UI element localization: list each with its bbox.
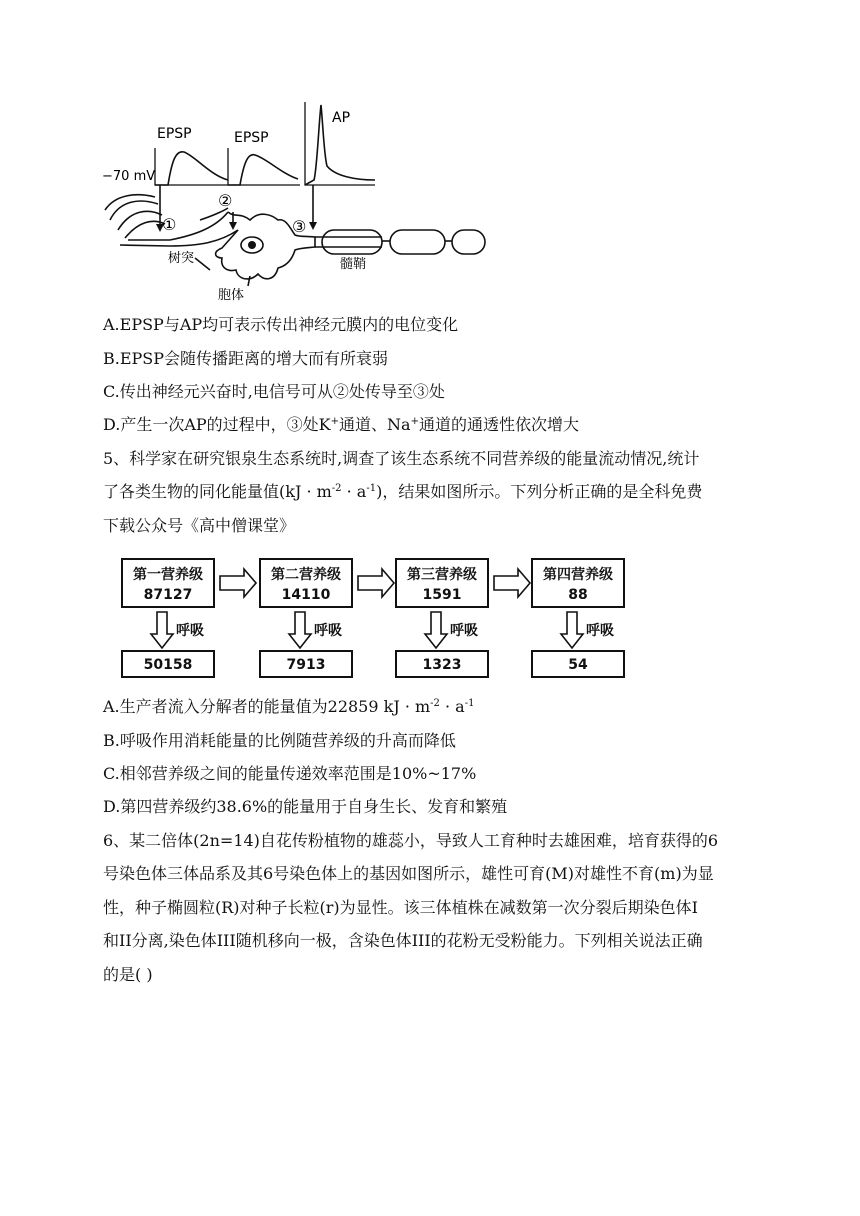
neuron-figure xyxy=(100,100,490,305)
level-3-name: 第三营养级 xyxy=(407,567,477,583)
q5-option-d: D.第四营养级约38.6%的能量用于自身生长、发育和繁殖 xyxy=(103,797,508,816)
respiration-value-2: 7913 xyxy=(286,657,326,673)
q6-stem-line-3: 性，种子椭圆粒(R)对种子长粒(r)为显性。该三体植株在减数第一次分裂后期染色体I xyxy=(103,898,698,917)
q6-stem-line-5: 的是( ) xyxy=(103,965,153,984)
level-3-value: 1591 xyxy=(422,587,462,603)
q5-option-c: C.相邻营养级之间的能量传递效率范围是10%~17% xyxy=(103,764,477,783)
soma-label: 胞体 xyxy=(218,288,245,303)
q5-option-b: B.呼吸作用消耗能量的比例随营养级的升高而降低 xyxy=(103,731,456,750)
q4-option-d: D.产生一次AP的过程中，③处K+通道、Na+通道的通透性依次增大 xyxy=(103,415,579,434)
level-1-name: 第一营养级 xyxy=(133,567,203,583)
dendrite-label: 树突 xyxy=(168,251,195,266)
q4-option-a: A.EPSP与AP均可表示传出神经元膜内的电位变化 xyxy=(103,315,459,334)
voltage-label: −70 mV xyxy=(102,169,156,184)
q4-option-b: B.EPSP会随传播距离的增大而有所衰弱 xyxy=(103,349,389,368)
marker-1: ① xyxy=(162,215,177,234)
respiration-value-3: 1323 xyxy=(422,657,462,673)
q6-stem-line-4: 和II分离,染色体III随机移向一极，含染色体III的花粉无受粉能力。下列相关说法正确 xyxy=(103,931,703,950)
marker-3: ③ xyxy=(292,217,307,236)
energy-flow-diagram xyxy=(118,555,648,683)
q6-stem-line-2: 号染色体三体品系及其6号染色体上的基因如图所示，雄性可育(M)对雄性不育(m)为显 xyxy=(103,864,714,883)
respiration-label-2: 呼吸 xyxy=(314,623,342,639)
q5-stem-line-3: 下载公众号《高中僧课堂》 xyxy=(103,516,296,535)
level-4-value: 88 xyxy=(568,587,588,603)
marker-2: ② xyxy=(218,191,233,210)
respiration-label-1: 呼吸 xyxy=(176,623,204,639)
respiration-label-4: 呼吸 xyxy=(586,623,614,639)
q5-stem-line-2: 了各类生物的同化能量值$(kJ \cdot m^{-2} \cdot a^{-1})$，结果如图所示。下列分析正确的是全科免费 xyxy=(103,482,703,501)
level-2-value: 14110 xyxy=(281,587,331,603)
epsp2-label: EPSP xyxy=(234,130,269,146)
myelin-label: 髓鞘 xyxy=(340,257,367,272)
q5-option-a: A.生产者流入分解者的能量值为22859 kJ · $m^{-2} \cdot a^{-1}$ xyxy=(103,697,475,716)
respiration-label-3: 呼吸 xyxy=(450,623,478,639)
respiration-value-1: 50158 xyxy=(143,657,193,673)
respiration-value-4: 54 xyxy=(568,657,588,673)
level-4-name: 第四营养级 xyxy=(543,567,613,583)
q4-option-c: C.传出神经元兴奋时,电信号可从②处传导至③处 xyxy=(103,382,445,401)
level-1-value: 87127 xyxy=(143,587,193,603)
epsp1-label: EPSP xyxy=(157,126,192,142)
q5-stem-line-1: 5、科学家在研究银泉生态系统时,调查了该生态系统不同营养级的能量流动情况,统计 xyxy=(103,449,700,468)
level-2-name: 第二营养级 xyxy=(271,567,341,583)
q6-stem-line-1: 6、某二倍体(2n=14)自花传粉植物的雄蕊小，导致人工育种时去雄困难，培育获得的6 xyxy=(103,831,719,850)
ap-label: AP xyxy=(332,110,351,126)
